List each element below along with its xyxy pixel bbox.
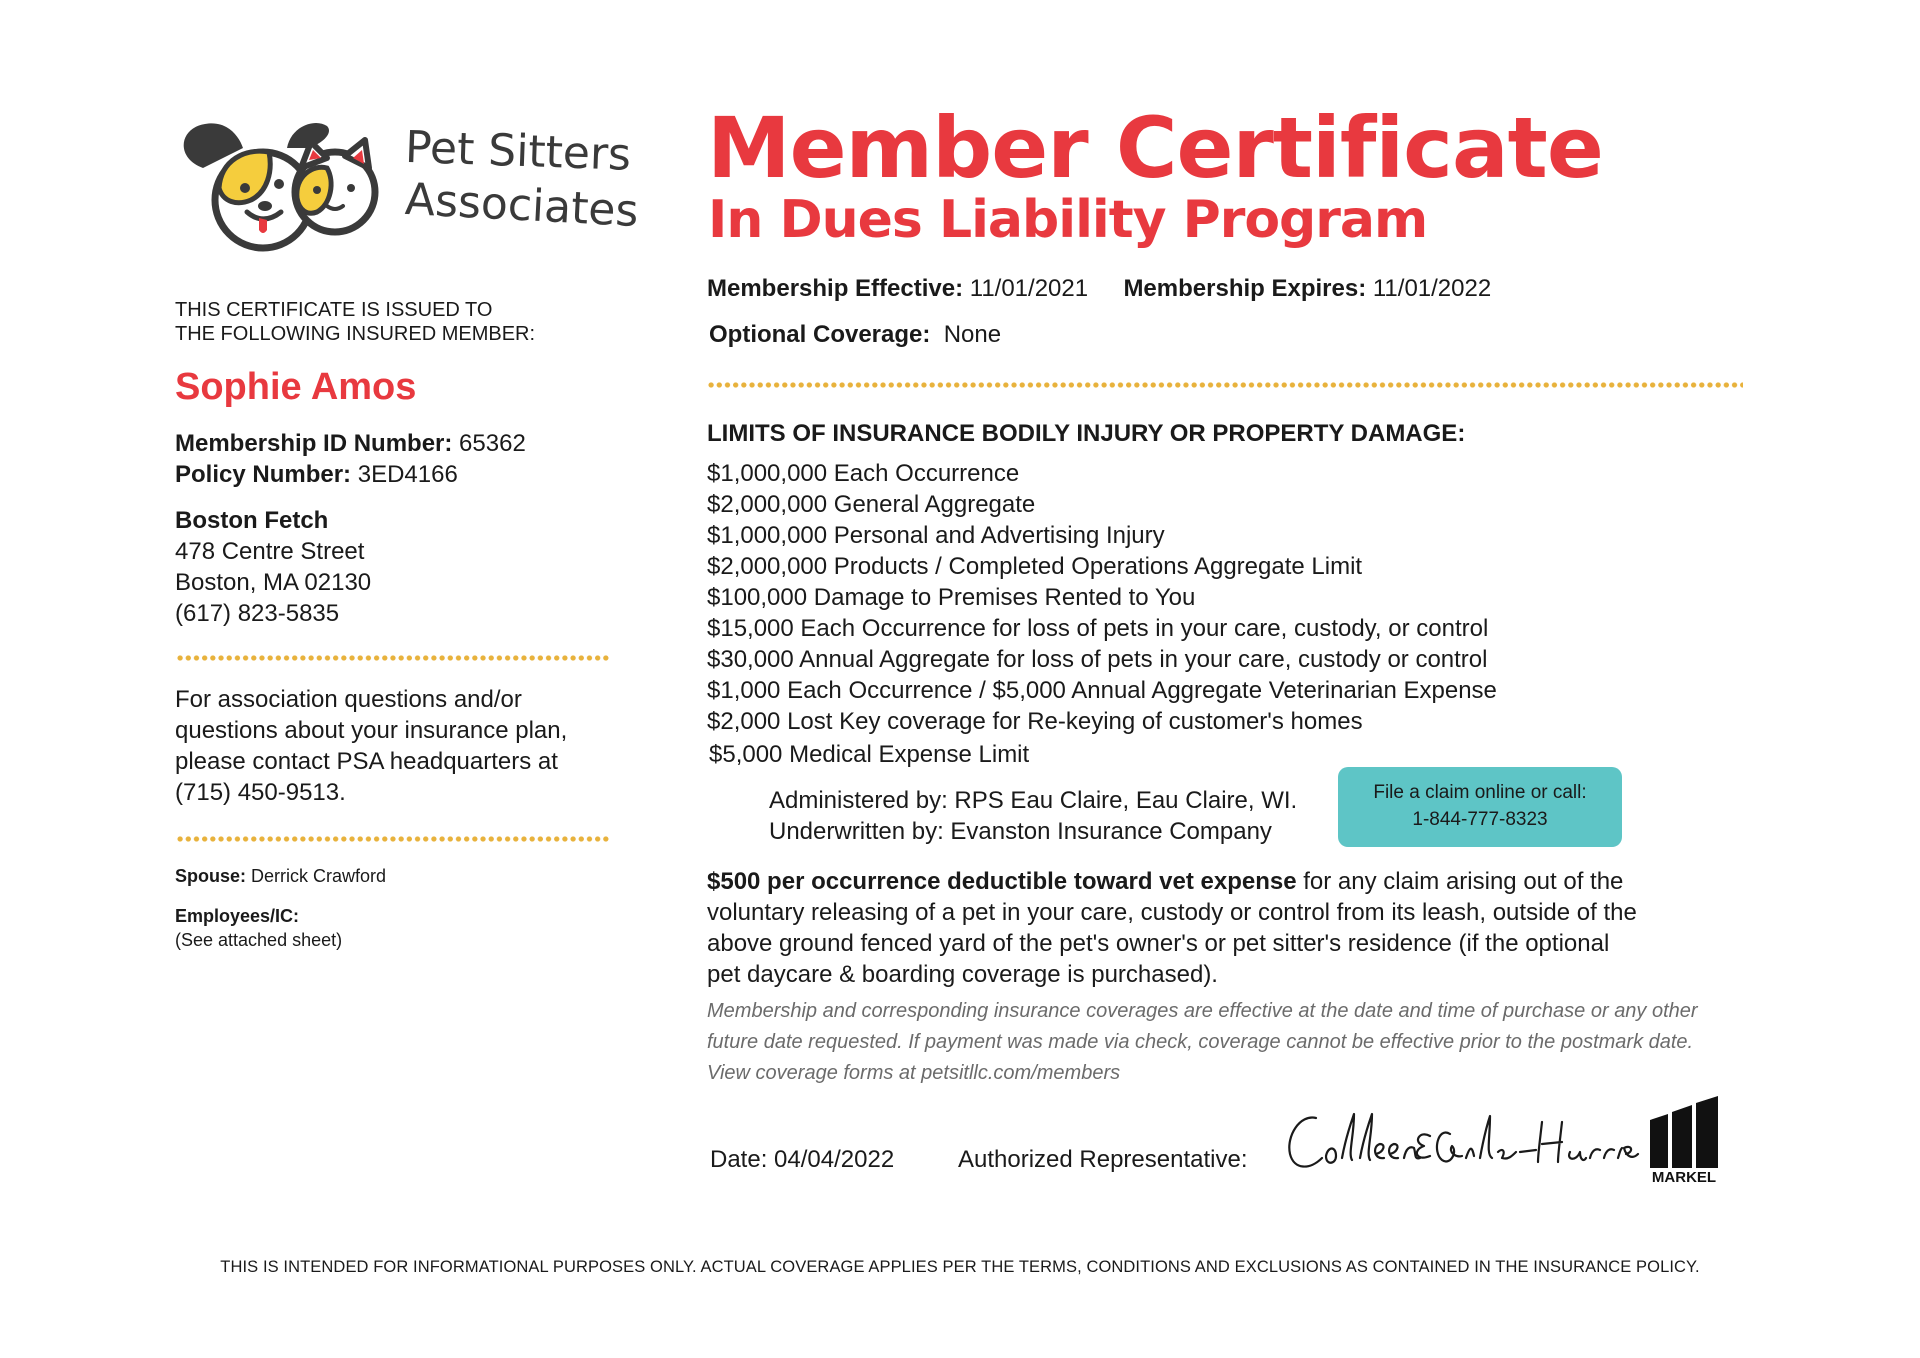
employees-label: Employees/IC:: [175, 906, 300, 926]
business-address: [175, 505, 371, 629]
optional-coverage: [709, 321, 1001, 349]
contact-line-4: (715) 450-9513.: [175, 779, 346, 806]
logo-line-1: Pet Sitters: [404, 121, 632, 181]
contact-line-3: please contact PSA headquarters at: [175, 748, 558, 775]
dotted-divider: [176, 836, 610, 842]
membership-id-row: [175, 428, 526, 459]
markel-logo: [1648, 1096, 1720, 1186]
contact-line-1: For association questions and/or: [175, 686, 522, 713]
certificate-title: Member Certificate: [707, 99, 1603, 197]
file-claim-box[interactable]: [1338, 767, 1622, 847]
business-phone: (617) 823-5835: [175, 600, 340, 627]
issued-to-caption: [175, 298, 535, 346]
limit-item: $2,000 Lost Key coverage for Re-keying of customer's homes: [707, 708, 1363, 735]
policy-number-row: [175, 459, 526, 490]
expires-label: Membership Expires:: [1123, 275, 1367, 302]
spouse-label: Spouse:: [175, 866, 247, 886]
effective-date: 11/01/2021: [969, 275, 1089, 302]
limit-item: $2,000,000 Products / Completed Operations Aggregate Limit: [707, 553, 1363, 580]
limit-item: $1,000,000 Personal and Advertising Injury: [707, 522, 1165, 549]
limit-item: $1,000,000 Each Occurrence: [707, 460, 1020, 487]
limits-list: [707, 458, 1497, 770]
signature-image: [1280, 1096, 1640, 1186]
business-name: Boston Fetch: [175, 507, 329, 534]
issue-date: [710, 1146, 894, 1174]
pet-sitters-associates-logo: [175, 108, 415, 258]
footer-disclaimer: THIS IS INTENDED FOR INFORMATIONAL PURPOSES ONLY. ACTUAL COVERAGE APPLIES PER THE TERMS, CONDITIONS AND EXCLUSIONS AS CONTAINED IN THE INSURANCE POLICY.: [220, 1258, 1700, 1276]
limit-item: $100,000 Damage to Premises Rented to You: [707, 584, 1196, 611]
dotted-divider: [707, 382, 1743, 388]
deductible-bold: $500 per occurrence deductible toward vet expense: [707, 868, 1297, 895]
spouse-row: [175, 866, 386, 887]
fineprint-line-1: Membership and corresponding insurance coverages are effective at the date and time of purchase or any other: [707, 1000, 1698, 1022]
fineprint-line-2: future date requested. If payment was made via check, coverage cannot be effective prior to the postmark date.: [707, 1031, 1694, 1053]
membership-id-label: Membership ID Number:: [175, 430, 453, 457]
member-ids: [175, 428, 526, 490]
issued-line-1: THIS CERTIFICATE IS ISSUED TO: [175, 299, 493, 321]
claim-prompt: File a claim online or call:: [1373, 782, 1587, 803]
policy-number-value: 3ED4166: [357, 461, 458, 488]
administrator-info: [769, 785, 1297, 847]
expires-date: 11/01/2022: [1372, 275, 1492, 302]
member-name: Sophie Amos: [175, 366, 417, 408]
dotted-divider: [176, 655, 610, 661]
deductible-line-3: above ground fenced yard of the pet's owner's or pet sitter's residence (if the optional: [707, 930, 1610, 957]
date-label: Date:: [710, 1146, 768, 1173]
employees-value: (See attached sheet): [175, 930, 343, 950]
underwritten-by: Underwritten by: Evanston Insurance Company: [769, 818, 1272, 845]
logo-line-2: Associates: [403, 173, 640, 238]
limit-item: $30,000 Annual Aggregate for loss of pets in your care, custody or control: [707, 646, 1488, 673]
limits-heading: LIMITS OF INSURANCE BODILY INJURY OR PROPERTY DAMAGE:: [707, 420, 1466, 447]
deductible-line-2: voluntary releasing of a pet in your care, custody or control from its leash, outside of the: [707, 899, 1637, 926]
administered-by: Administered by: RPS Eau Claire, Eau Claire, WI.: [769, 787, 1298, 814]
contact-line-2: questions about your insurance plan,: [175, 717, 568, 744]
markel-wordmark: MARKEL: [1651, 1169, 1717, 1186]
spouse-value: Derrick Crawford: [251, 866, 387, 886]
claim-phone[interactable]: 1-844-777-8323: [1412, 809, 1548, 830]
limit-item: $1,000 Each Occurrence / $5,000 Annual Aggregate Veterinarian Expense: [707, 677, 1497, 704]
deductible-line-1: for any claim arising out of the: [1296, 868, 1624, 895]
business-city: Boston, MA 02130: [175, 569, 372, 596]
optional-label: Optional Coverage:: [709, 321, 931, 348]
limit-item: $2,000,000 General Aggregate: [707, 491, 1036, 518]
effective-label: Membership Effective:: [707, 275, 964, 302]
business-street: 478 Centre Street: [175, 538, 365, 565]
membership-dates: [707, 275, 1491, 303]
issued-line-2: THE FOLLOWING INSURED MEMBER:: [175, 323, 536, 345]
date-value: 04/04/2022: [774, 1146, 895, 1173]
deductible-line-4: pet daycare & boarding coverage is purchased).: [707, 961, 1218, 988]
deductible-paragraph: [707, 866, 1707, 990]
fineprint-line-3: View coverage forms at petsitllc.com/members: [707, 1062, 1121, 1084]
optional-value: None: [943, 321, 1002, 348]
policy-number-label: Policy Number:: [175, 461, 352, 488]
authorized-rep-label: Authorized Representative:: [958, 1146, 1248, 1173]
employees-block: [175, 904, 342, 952]
certificate-subtitle: In Dues Liability Program: [708, 190, 1428, 250]
limit-item: $15,000 Each Occurrence for loss of pets in your care, custody, or control: [707, 615, 1489, 642]
contact-info: [175, 684, 595, 808]
limit-item: $5,000 Medical Expense Limit: [709, 741, 1030, 768]
membership-id-value: 65362: [459, 430, 526, 457]
logo-wordmark: [403, 121, 640, 238]
fineprint: [707, 996, 1747, 1089]
